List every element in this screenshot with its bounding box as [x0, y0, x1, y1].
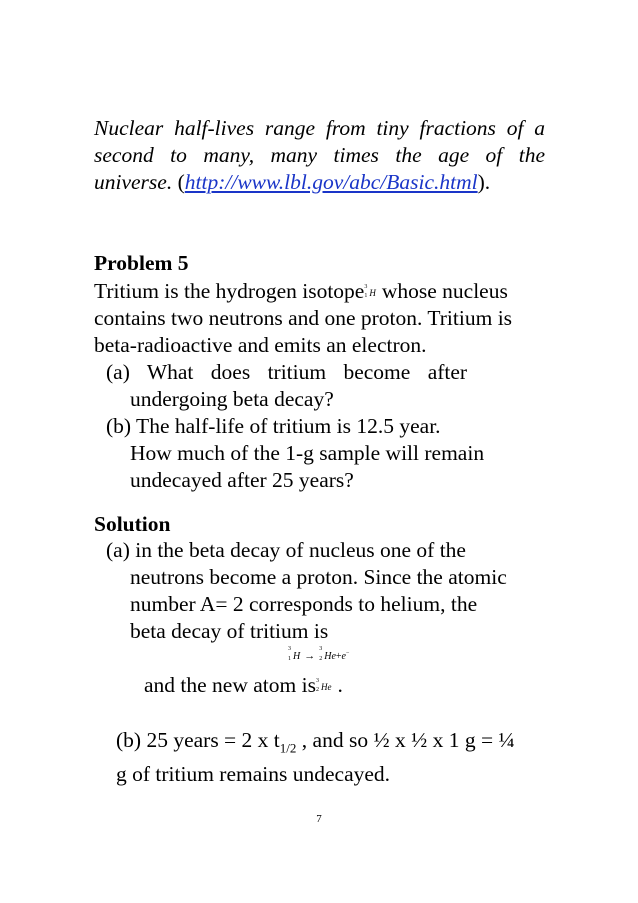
equation-lhs-symbol: H: [293, 651, 301, 662]
intro-line-3: [94, 169, 545, 196]
problem-heading: Problem 5: [94, 251, 189, 275]
solution-b-line-1: [116, 727, 545, 761]
intro-line-2: second to many, many times the age of the: [94, 143, 545, 167]
isotope-mass-number: 3: [364, 283, 368, 290]
equation-plus: +: [335, 651, 342, 662]
half-life-subscript: 1/2: [279, 740, 297, 756]
question-b-line-2: How much of the 1-g sample will remain: [130, 441, 485, 465]
intro-close-paren: ).: [477, 170, 491, 194]
solution-body: [94, 537, 545, 645]
tritium-isotope-notation: [364, 283, 376, 299]
intro-line-1: Nuclear half-lives range from tiny fractions of a: [94, 116, 545, 140]
new-atom-line: [144, 672, 343, 699]
arrow-icon: →: [304, 650, 316, 662]
problem-line-1: [94, 278, 545, 305]
new-atom-text: and the new atom is: [144, 673, 316, 697]
solution-b: [116, 727, 545, 788]
solution-a-line-4: beta decay of tritium is: [130, 619, 329, 643]
intro-open-paren: (: [172, 170, 185, 194]
helium-isotope-notation: [315, 677, 332, 693]
equation-lhs-mass: 3: [288, 646, 291, 652]
equation-tritium: [288, 646, 301, 662]
intro-universe-text: universe.: [94, 170, 173, 194]
problem-line-1-suffix: whose nucleus: [381, 279, 508, 303]
problem-line-3: beta-radioactive and emits an electron.: [94, 333, 427, 357]
solution-a-line-1: (a) in the beta decay of nucleus one of the: [106, 538, 466, 562]
solution-b-prefix: (b) 25 years = 2 x t: [116, 728, 280, 752]
isotope-atomic-number: 1: [364, 292, 368, 299]
question-a-line-1: [94, 359, 545, 386]
problem-line-1-prefix: Tritium is the hydrogen isotope: [94, 279, 365, 303]
question-b-line-3: undecayed after 25 years?: [130, 468, 354, 492]
equation-electron-charge: −: [346, 650, 350, 657]
reference-link[interactable]: http://www.lbl.gov/abc/Basic.html: [184, 170, 478, 194]
isotope-symbol: H: [369, 287, 376, 298]
problem-line-2: contains two neutrons and one proton. Tritium is: [94, 306, 513, 330]
problem-body: [94, 278, 545, 494]
question-b-line-1: (b) The half-life of tritium is 12.5 year.: [106, 414, 441, 438]
new-atom-period: .: [337, 673, 343, 697]
solution-a-line-3: number A= 2 corresponds to helium, the: [130, 592, 478, 616]
solution-a-line-2: neutrons become a proton. Since the atomic: [130, 565, 507, 589]
solution-b-line-2: g of tritium remains undecayed.: [116, 762, 391, 787]
intro-paragraph: [94, 115, 545, 196]
equation-lhs-number: 1: [288, 656, 291, 662]
solution-heading: Solution: [94, 512, 171, 536]
question-a-line-2: undergoing beta decay?: [130, 387, 334, 411]
equation-rhs-number: 2: [319, 656, 323, 662]
equation-rhs-symbol: He: [324, 651, 336, 662]
helium-symbol: He: [320, 681, 332, 692]
page-number: 7: [316, 813, 322, 825]
question-a-text-1: (a) What does tritium become after: [106, 360, 468, 384]
equation-helium: [319, 646, 336, 662]
solution-b-suffix: , and so ½ x ½ x 1 g = ¼: [296, 728, 515, 752]
helium-mass-number: 3: [315, 677, 319, 684]
helium-atomic-number: 2: [315, 686, 319, 693]
beta-decay-equation: [288, 646, 350, 662]
equation-electron: e: [341, 651, 346, 662]
equation-rhs-mass: 3: [319, 646, 323, 652]
